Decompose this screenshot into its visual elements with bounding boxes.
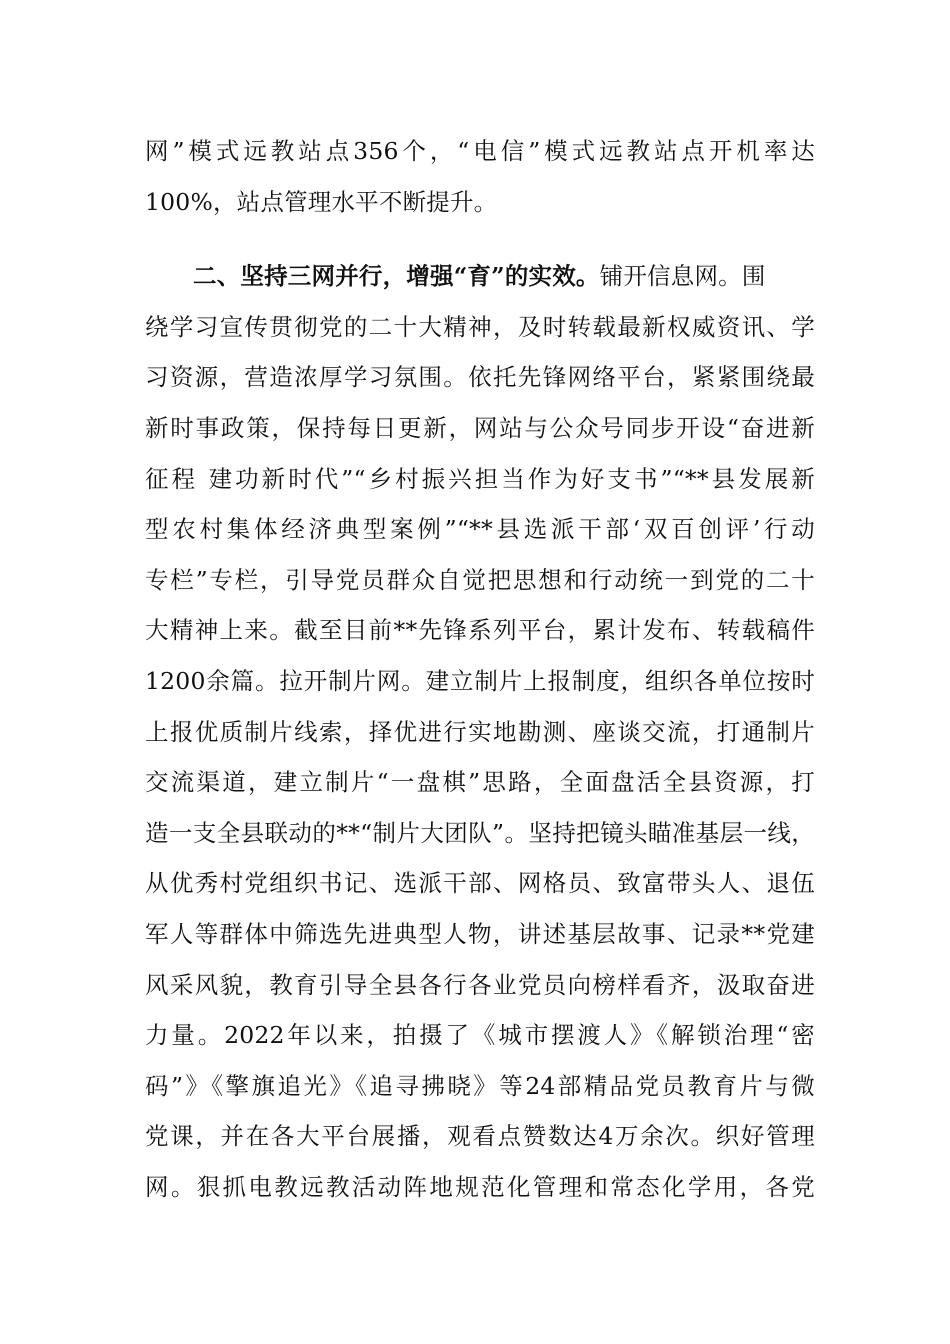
text-line: 型农村集体经济典型案例”“**县选派干部‘双百创评’行动 bbox=[145, 515, 815, 544]
text-line: 军人等群体中筛选先进典型人物，讲述基层故事、记录**党建 bbox=[145, 919, 815, 948]
text-line: 铺开信息网。围 bbox=[599, 262, 766, 291]
text-line: 力量。2022年以来，拍摄了《城市摆渡人》《解锁治理“密 bbox=[145, 1021, 815, 1050]
section-heading: 二、坚持三网并行，增强“育”的实效。 bbox=[193, 262, 600, 291]
text-line: 网”模式远教站点356个，“电信”模式远教站点开机率达 bbox=[145, 137, 815, 165]
section-heading-line bbox=[145, 251, 815, 302]
text-line: 习资源，营造浓厚学习氛围。依托先锋网络平台，紧紧围绕最 bbox=[145, 363, 815, 392]
text-line: 党课，并在各大平台展播，观看点赞数达4万余次。织好管理 bbox=[145, 1122, 815, 1151]
document-body bbox=[145, 126, 815, 1212]
text-line: 1200余篇。拉开制片网。建立制片上报制度，组织各单位按时 bbox=[145, 666, 815, 695]
text-line: 网。狠抓电教远教活动阵地规范化管理和常态化学用，各党 bbox=[145, 1172, 815, 1201]
text-line: 新时事政策，保持每日更新，网站与公众号同步开设“奋进新 bbox=[145, 413, 815, 442]
text-line: 上报优质制片线索，择优进行实地勘测、座谈交流，打通制片 bbox=[145, 717, 815, 746]
text-line: 码”》《擎旗追光》《追寻拂晓》等24部精品党员教育片与微 bbox=[145, 1071, 815, 1100]
text-line: 风采风貌，教育引导全县各行各业党员向榜样看齐，汲取奋进 bbox=[145, 970, 815, 999]
text-line: 100%，站点管理水平不断提升。 bbox=[145, 187, 498, 216]
text-line: 专栏”专栏，引导党员群众自觉把思想和行动统一到党的二十 bbox=[145, 565, 815, 594]
text-line: 从优秀村党组织书记、选派干部、网格员、致富带头人、退伍 bbox=[145, 869, 815, 898]
text-line: 绕学习宣传贯彻党的二十大精神，及时转载最新权威资讯、学 bbox=[145, 312, 815, 341]
paragraph-gap bbox=[145, 227, 815, 251]
text-line: 交流渠道，建立制片“一盘棋”思路，全面盘活全县资源，打 bbox=[145, 768, 815, 797]
text-line: 征程 建功新时代”“乡村振兴担当作为好支书”“**县发展新 bbox=[145, 464, 815, 493]
text-line: 造一支全县联动的**“制片大团队”。坚持把镜头瞄准基层一线， bbox=[145, 818, 815, 847]
text-line: 大精神上来。截至目前**先锋系列平台，累计发布、转载稿件 bbox=[145, 616, 815, 645]
